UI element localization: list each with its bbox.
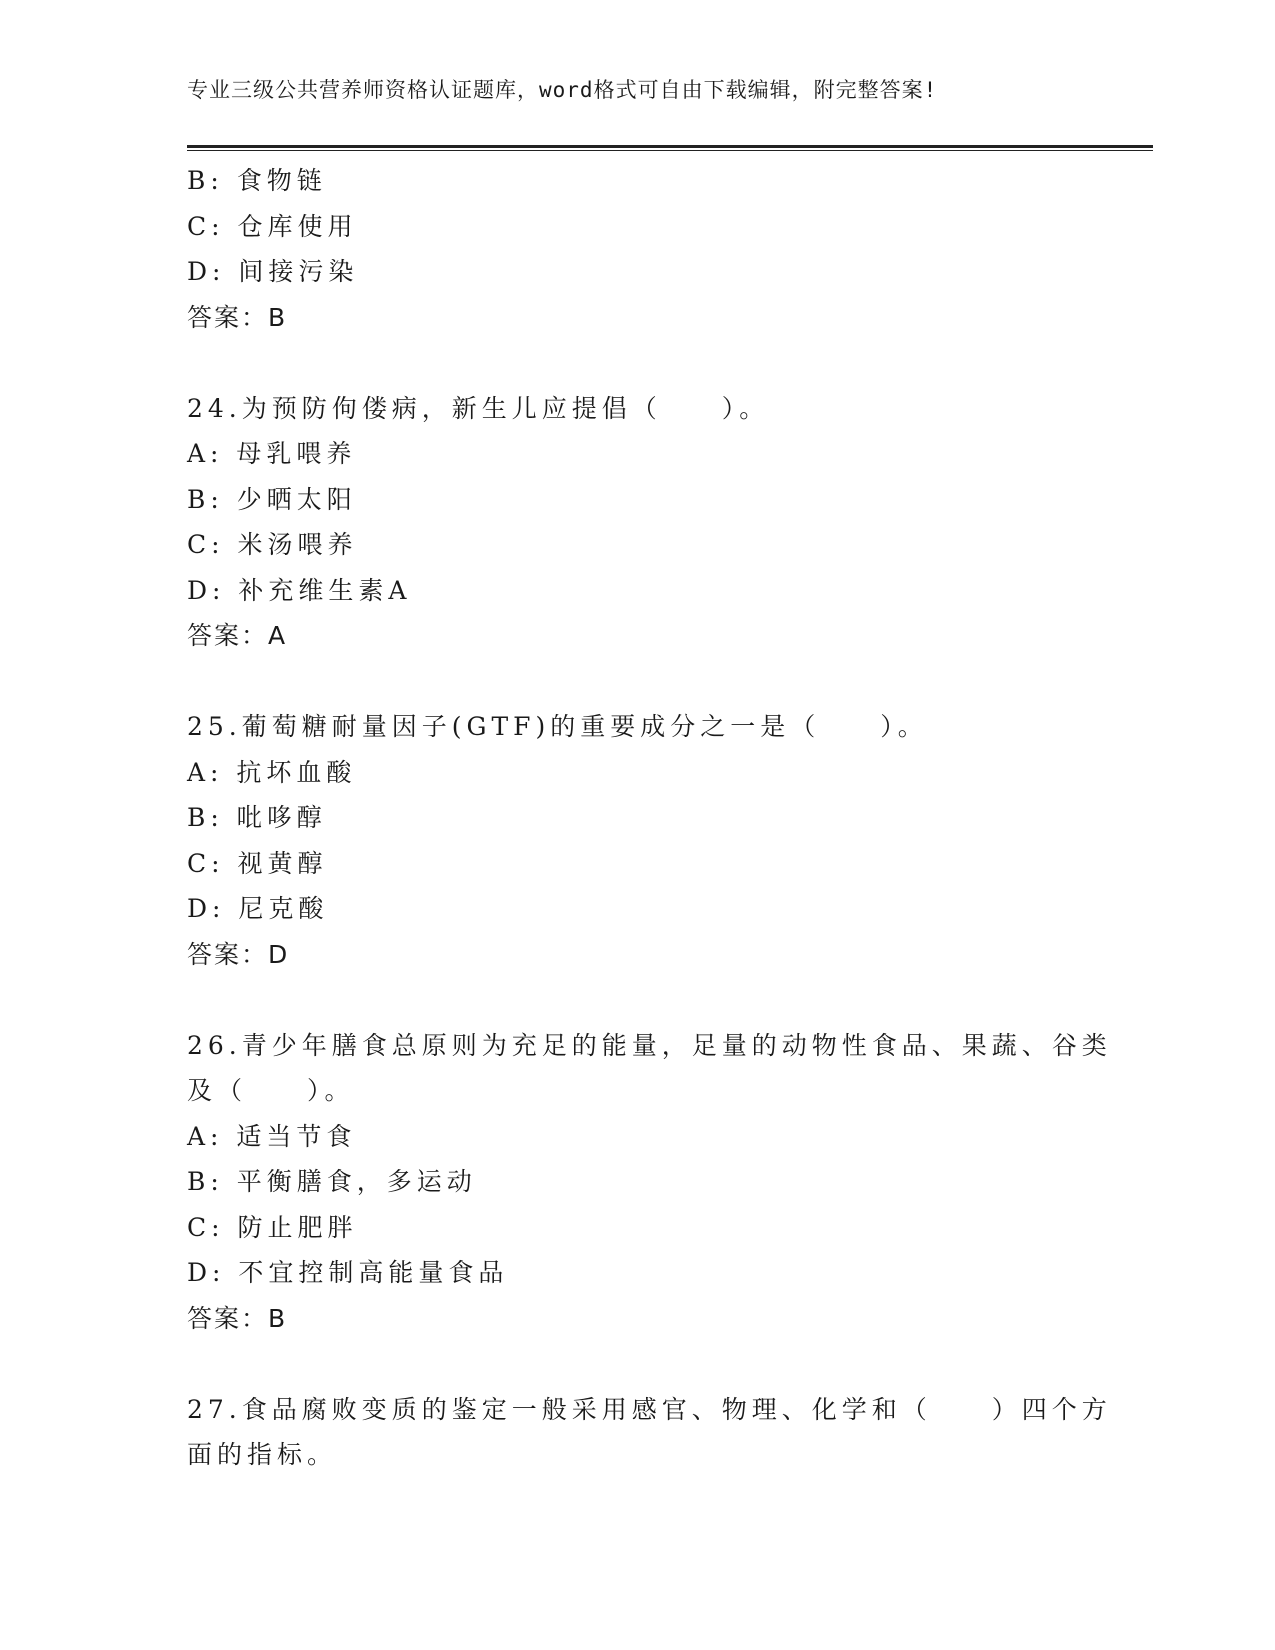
option-c: C: 仓库使用: [187, 211, 358, 241]
question-stem-line-2: 面的指标。: [187, 1440, 338, 1469]
option-d: D: 补充维生素A: [187, 575, 412, 605]
answer-line: 答案：D: [187, 939, 290, 969]
question-26: [187, 1023, 1112, 1342]
question-25: [187, 704, 1087, 977]
option-c: C: 防止肥胖: [187, 1212, 358, 1242]
question-stem-line-2: 及（ ）。: [187, 1076, 355, 1105]
question-stem-line-1: 26.青少年膳食总原则为充足的能量，足量的动物性食品、果蔬、谷类: [187, 1030, 1112, 1060]
option-b: B: 少晒太阳: [187, 484, 357, 514]
header-rule-thin: [187, 150, 1153, 151]
question-content: [187, 158, 1112, 1478]
spacer: [187, 1341, 1087, 1387]
answer-line: 答案：A: [187, 621, 288, 650]
question-stem: 24.为预防佝偻病，新生儿应提倡（ ）。: [187, 393, 770, 423]
header-rule-thick: [187, 145, 1153, 148]
option-b: B: 平衡膳食，多运动: [187, 1167, 477, 1196]
option-b: B: 食物链: [187, 166, 327, 195]
answer-line: 答案：B: [187, 1303, 288, 1333]
option-d: D: 尼克酸: [187, 894, 329, 923]
option-c: C: 视黄醇: [187, 848, 328, 878]
option-d: D: 不宜控制高能量食品: [187, 1258, 509, 1287]
option-a: A: 母乳喂养: [187, 439, 357, 468]
question-stem: 25.葡萄糖耐量因子(GTF)的重要成分之一是（ ）。: [187, 712, 928, 741]
question-27: [187, 1387, 1112, 1478]
page-header-text: 专业三级公共营养师资格认证题库，word格式可自由下载编辑，附完整答案!: [187, 78, 938, 102]
question-stem-line-1: 27.食品腐败变质的鉴定一般采用感官、物理、化学和（ ）四个方: [187, 1394, 1112, 1424]
carryover-block: [187, 158, 1087, 340]
option-a: A: 抗坏血酸: [187, 757, 357, 787]
spacer: [187, 659, 1087, 705]
spacer: [187, 340, 1087, 386]
answer-line: 答案：B: [187, 302, 288, 332]
question-24: [187, 386, 1087, 659]
option-d: D: 间接污染: [187, 257, 359, 286]
spacer: [187, 977, 1087, 1023]
option-c: C: 米汤喂养: [187, 530, 358, 559]
option-b: B: 吡哆醇: [187, 803, 327, 832]
option-a: A: 适当节食: [187, 1121, 357, 1151]
